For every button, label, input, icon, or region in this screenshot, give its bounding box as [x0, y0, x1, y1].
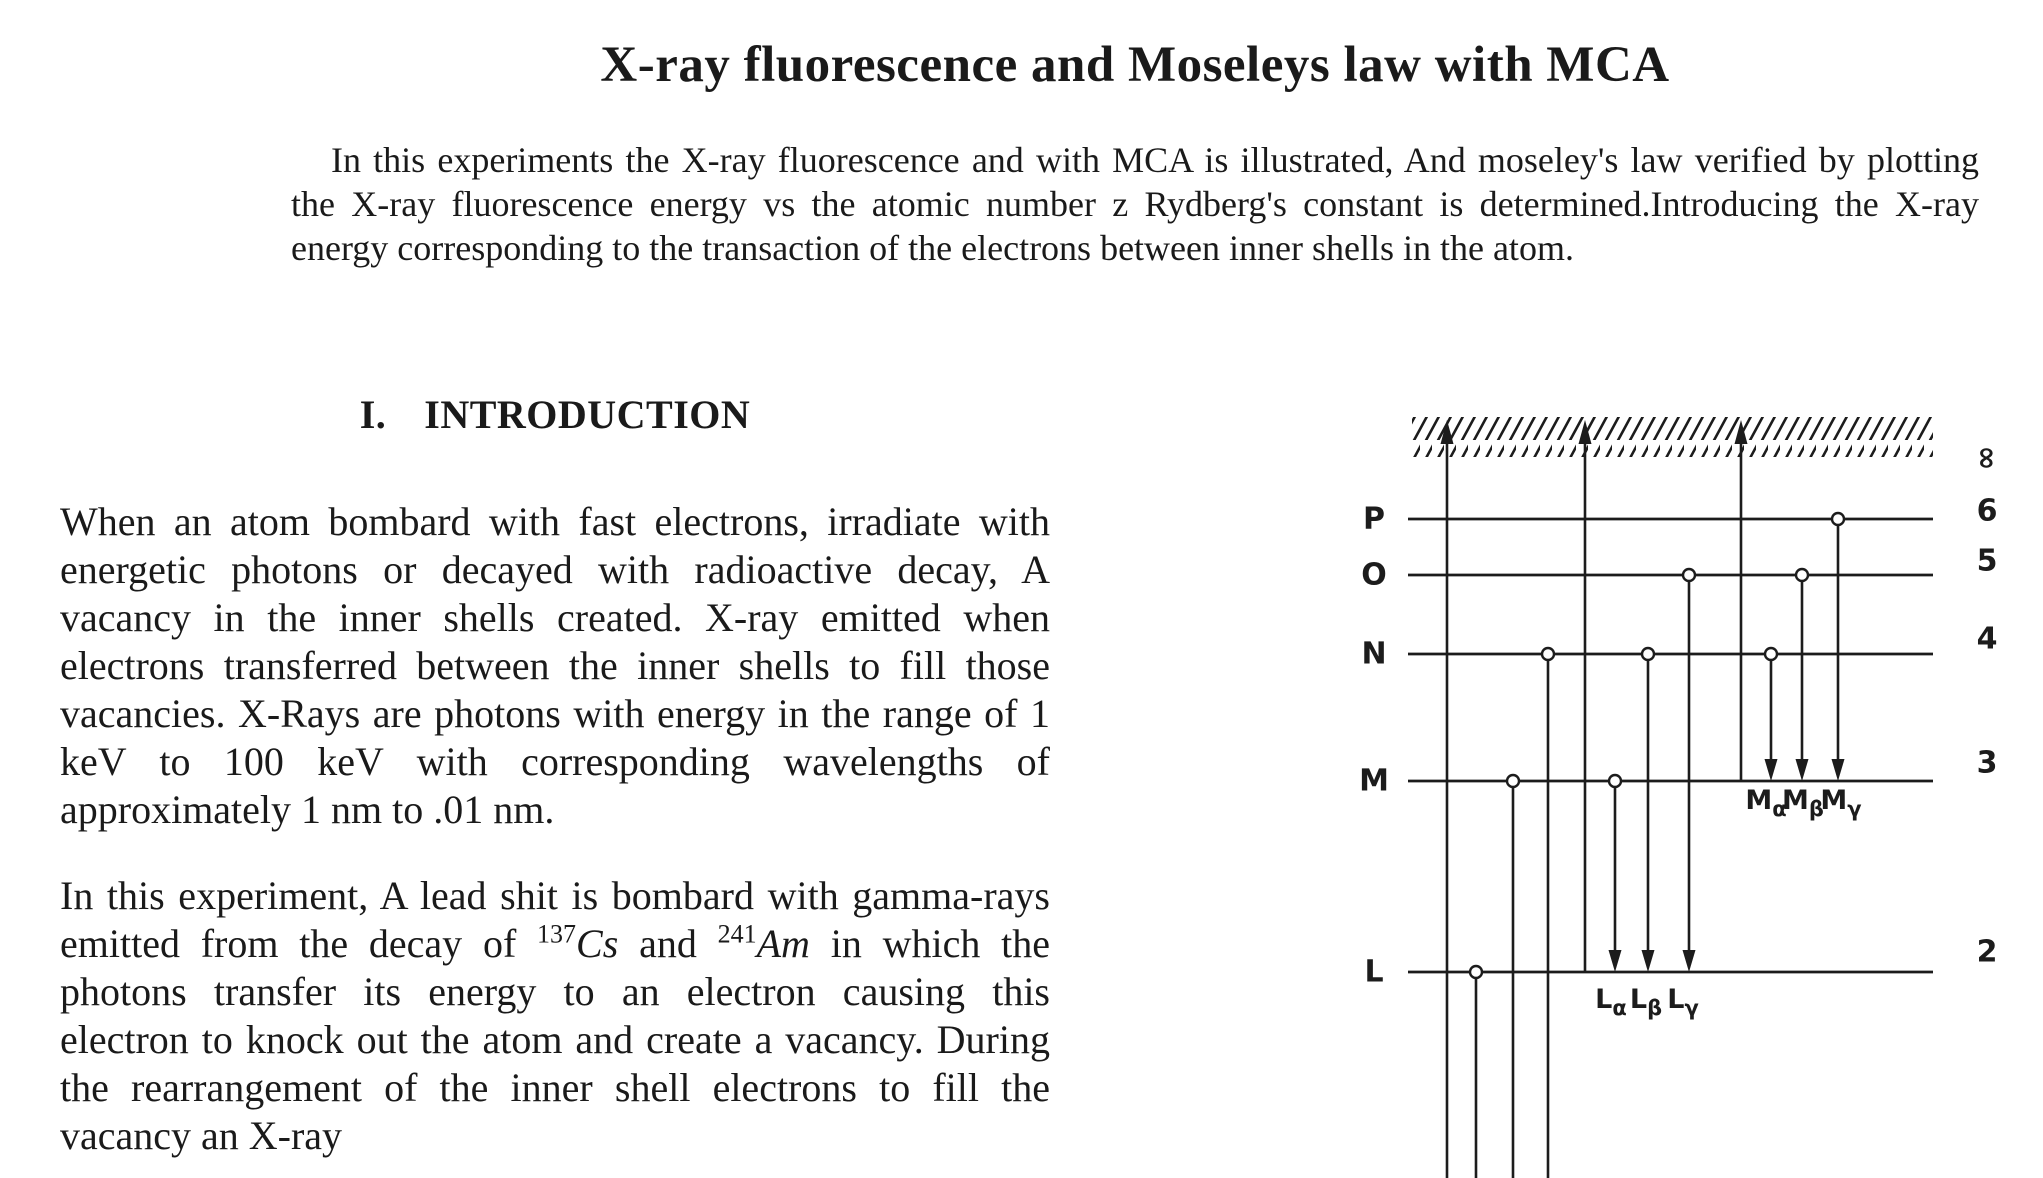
transition-origin-circle: [1507, 775, 1519, 787]
paragraph2-text-3: in which the photons transfer its energy to an electron causing this electron to knock out the atom and create a vacancy. During the rearrangement of the inner shell electrons to fill the vacancy an X-ray: [60, 921, 1050, 1158]
quantum-label-5: 5: [1976, 543, 1998, 579]
label-l-beta: $L_\beta$: [1629, 984, 1663, 1020]
label-m-beta: $M_\beta$: [1782, 785, 1824, 821]
section-heading-introduction: [60, 392, 1050, 438]
isotope-am-mass: 241: [717, 919, 757, 949]
ionization-arrows: [1441, 420, 1748, 1178]
abstract-text: In this experiments the X-ray fluorescence and with MCA is illustrated, And moseley's law verified by plotting the X-ray fluorescence energy vs the atomic number z Rydberg's constant is determined.Introducing the X-ray energy corresponding to the transaction of the electrons between inner shells in the atom.: [291, 140, 1979, 268]
quantum-label-4: 4: [1976, 621, 1998, 657]
label-l-gamma: $L_\gamma$: [1667, 984, 1699, 1020]
left-column: [60, 392, 1050, 1160]
m-gamma-arrow-head: [1832, 759, 1845, 781]
shell-label-l: L: [1364, 954, 1384, 990]
quantum-label-infinity: ∞: [1969, 445, 2005, 471]
m-alpha-arrow-head: [1765, 759, 1778, 781]
intro-paragraph-2: [60, 872, 1050, 1160]
energy-level-diagram-svg: [1300, 400, 2043, 1178]
k-series-transition-lines: [1476, 654, 1548, 1178]
section-number: I.: [359, 392, 387, 437]
transition-origin-circle: [1796, 569, 1808, 581]
shell-label-o: O: [1361, 557, 1387, 593]
shell-label-n: N: [1361, 636, 1387, 672]
transition-origin-circle: [1542, 648, 1554, 660]
quantum-number-labels: [1970, 446, 2005, 970]
label-m-alpha: $M_\alpha$: [1745, 785, 1787, 821]
shell-labels: [1359, 502, 1389, 990]
l-alpha-arrow-head: [1609, 950, 1622, 972]
isotope-am-symbol: Am: [756, 921, 810, 966]
quantum-label-2: 2: [1976, 934, 1998, 970]
level-lines: [1408, 519, 1933, 972]
l-series-labels: [1595, 984, 1699, 1020]
transition-origin-circle: [1470, 966, 1482, 978]
intro-paragraph-1: When an atom bombard with fast electrons, irradiate with energetic photons or decayed with radioactive decay, A vacancy in the inner shells created. X-ray emitted when electrons transferred between the inner shells to fill those vacancies. X-Rays are photons with energy in the range of 1 keV to 100 keV with corresponding wavelengths of approximately 1 nm to .01 nm.: [60, 499, 1050, 832]
continuum-hatch-band: [1412, 417, 1933, 457]
l-beta-arrow-head: [1642, 950, 1655, 972]
transition-origin-circle: [1642, 648, 1654, 660]
l-series-arrows: [1609, 575, 1696, 972]
paragraph2-text-1: In this experiment, A lead shit is bombard with gamma-rays emitted from the decay of: [60, 873, 1050, 966]
paper-title: X-ray fluorescence and Moseleys law with MCA: [600, 37, 1670, 93]
shell-label-p: P: [1363, 501, 1385, 537]
section-title: INTRODUCTION: [424, 392, 751, 437]
transition-origin-circles: [1470, 513, 1844, 978]
paragraph2-text-2: and: [618, 921, 718, 966]
transition-origin-circle: [1832, 513, 1844, 525]
label-m-gamma: $M_\gamma$: [1820, 785, 1862, 821]
isotope-cs-symbol: Cs: [576, 921, 619, 966]
shell-label-m: M: [1359, 763, 1389, 799]
m-beta-arrow-head: [1796, 759, 1809, 781]
transition-origin-circle: [1609, 775, 1621, 787]
quantum-label-6: 6: [1976, 493, 1998, 529]
label-l-alpha: $L_\alpha$: [1595, 984, 1627, 1020]
quantum-label-3: 3: [1976, 745, 1998, 781]
transition-origin-circle: [1765, 648, 1777, 660]
transition-origin-circle: [1683, 569, 1695, 581]
figure-energy-level-diagram: [1300, 400, 2043, 1178]
l-gamma-arrow-head: [1683, 950, 1696, 972]
m-series-labels: [1745, 785, 1861, 821]
isotope-cs-mass: 137: [537, 919, 577, 949]
